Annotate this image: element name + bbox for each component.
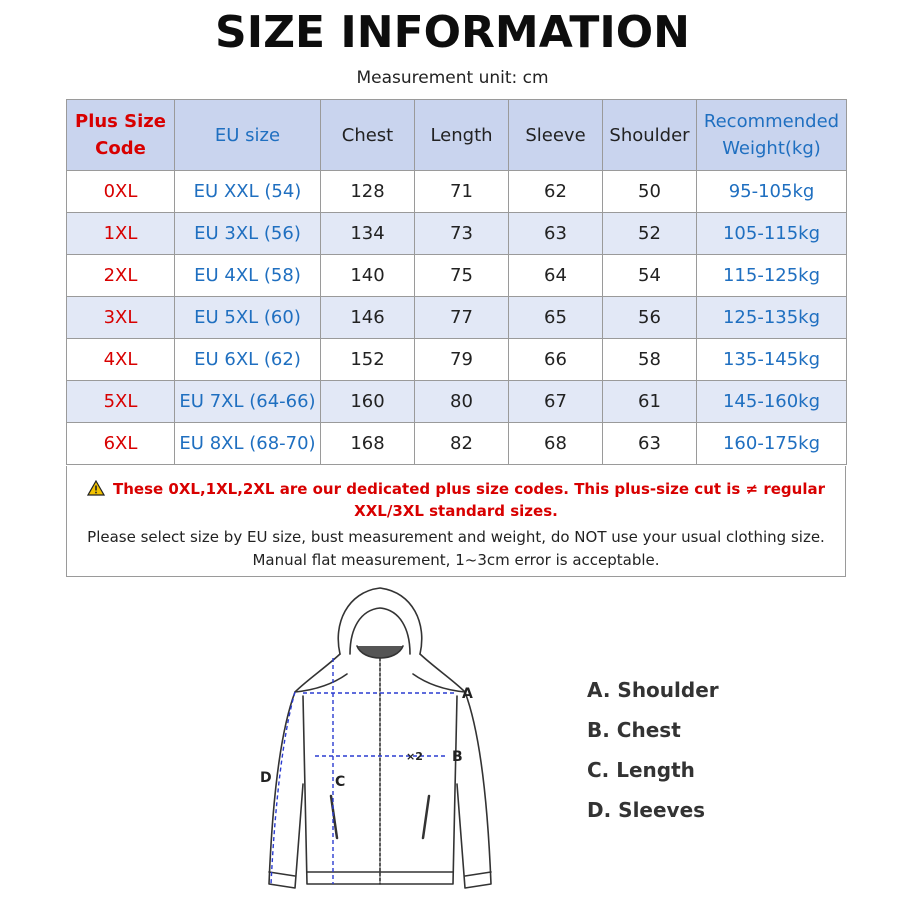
cell-shoulder: 52 — [603, 213, 697, 255]
cell-chest: 152 — [321, 339, 415, 381]
cell-length: 73 — [415, 213, 509, 255]
cell-chest: 146 — [321, 297, 415, 339]
cell-sleeve: 64 — [509, 255, 603, 297]
cell-code: 5XL — [67, 381, 175, 423]
cell-eu-size: EU XXL (54) — [175, 171, 321, 213]
label-b: B — [452, 749, 463, 765]
cell-sleeve: 66 — [509, 339, 603, 381]
page-title: SIZE INFORMATION — [215, 7, 690, 58]
cell-weight: 125-135kg — [697, 297, 847, 339]
cell-sleeve: 62 — [509, 171, 603, 213]
cell-shoulder: 61 — [603, 381, 697, 423]
legend-length: C. Length — [587, 758, 695, 782]
sleeve-line — [271, 692, 295, 884]
warning-icon — [87, 480, 105, 496]
cell-sleeve: 68 — [509, 423, 603, 465]
table-row — [67, 423, 847, 465]
table-row — [67, 339, 847, 381]
cell-eu-size: EU 8XL (68-70) — [175, 423, 321, 465]
cell-weight: 95-105kg — [697, 171, 847, 213]
cell-chest: 128 — [321, 171, 415, 213]
label-c: C — [335, 774, 346, 790]
size-table — [66, 99, 847, 465]
cell-length: 80 — [415, 381, 509, 423]
cell-sleeve: 65 — [509, 297, 603, 339]
cell-shoulder: 58 — [603, 339, 697, 381]
plus-size-warning: These 0XL,1XL,2XL are our dedicated plus size codes. This plus-size cut is ≠ regular XXL/3XL standard sizes. — [87, 478, 825, 522]
header-length: Length — [415, 100, 509, 171]
cell-weight: 105-115kg — [697, 213, 847, 255]
jacket-measurement-diagram — [255, 584, 505, 905]
table-row — [67, 213, 847, 255]
table-row — [67, 171, 847, 213]
cell-code: 6XL — [67, 423, 175, 465]
cell-code: 4XL — [67, 339, 175, 381]
table-row — [67, 255, 847, 297]
header-sleeve: Sleeve — [509, 100, 603, 171]
label-d: D — [260, 770, 272, 786]
cell-weight: 145-160kg — [697, 381, 847, 423]
cell-code: 1XL — [67, 213, 175, 255]
cell-chest: 140 — [321, 255, 415, 297]
header-shoulder: Shoulder — [603, 100, 697, 171]
cell-code: 3XL — [67, 297, 175, 339]
cell-weight: 135-145kg — [697, 339, 847, 381]
cell-shoulder: 54 — [603, 255, 697, 297]
cell-shoulder: 63 — [603, 423, 697, 465]
cell-shoulder: 50 — [603, 171, 697, 213]
jacket-sketch — [269, 588, 491, 888]
cell-chest: 160 — [321, 381, 415, 423]
header-plus-size-code: Plus Size Code — [67, 100, 175, 171]
cell-sleeve: 67 — [509, 381, 603, 423]
cell-eu-size: EU 4XL (58) — [175, 255, 321, 297]
cell-code: 0XL — [67, 171, 175, 213]
cell-eu-size: EU 5XL (60) — [175, 297, 321, 339]
cell-length: 82 — [415, 423, 509, 465]
cell-eu-size: EU 3XL (56) — [175, 213, 321, 255]
cell-chest: 168 — [321, 423, 415, 465]
cell-length: 75 — [415, 255, 509, 297]
cell-sleeve: 63 — [509, 213, 603, 255]
table-row — [67, 297, 847, 339]
measurement-error-note: Manual flat measurement, 1~3cm error is acceptable. — [252, 551, 660, 569]
cell-eu-size: EU 7XL (64-66) — [175, 381, 321, 423]
cell-length: 77 — [415, 297, 509, 339]
cell-chest: 134 — [321, 213, 415, 255]
cell-eu-size: EU 6XL (62) — [175, 339, 321, 381]
size-selection-note: Please select size by EU size, bust measurement and weight, do NOT use your usual clothing size. — [87, 528, 825, 546]
header-eu-size: EU size — [175, 100, 321, 171]
table-header-row — [67, 100, 847, 171]
legend-shoulder: A. Shoulder — [587, 678, 719, 702]
size-notes — [66, 466, 846, 577]
header-recommended-weight: Recommended Weight(kg) — [697, 100, 847, 171]
table-row — [67, 381, 847, 423]
cell-weight: 160-175kg — [697, 423, 847, 465]
label-times-two: ×2 — [406, 750, 423, 763]
measurement-unit-note: Measurement unit: cm — [356, 68, 549, 88]
legend-chest: B. Chest — [587, 718, 681, 742]
header-chest: Chest — [321, 100, 415, 171]
cell-code: 2XL — [67, 255, 175, 297]
legend-sleeves: D. Sleeves — [587, 798, 706, 822]
cell-weight: 115-125kg — [697, 255, 847, 297]
cell-shoulder: 56 — [603, 297, 697, 339]
cell-length: 71 — [415, 171, 509, 213]
cell-length: 79 — [415, 339, 509, 381]
label-a: A — [462, 686, 473, 702]
measurement-legend — [587, 676, 719, 836]
